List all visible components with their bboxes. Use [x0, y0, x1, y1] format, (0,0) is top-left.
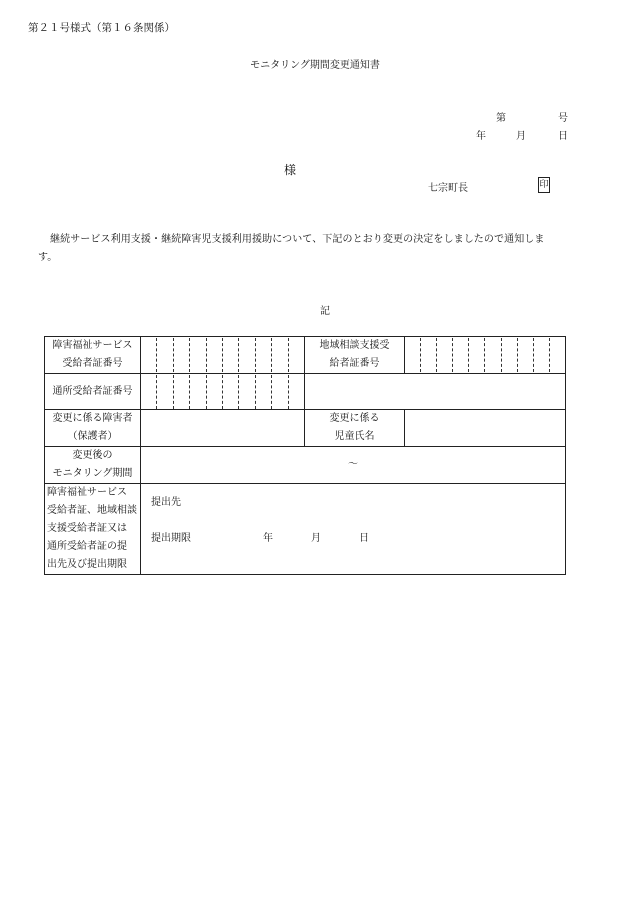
- day-service-cert-number-label: [45, 374, 141, 410]
- person-field[interactable]: [141, 410, 305, 447]
- label-line: 通所受給者証番号: [52, 385, 133, 397]
- day-service-cert-number-boxes[interactable]: [141, 374, 305, 410]
- label-line: （保護者）: [67, 431, 118, 442]
- table-row: [45, 374, 566, 410]
- doc-number-suffix: 号: [558, 113, 568, 124]
- label-line: 支援受給者証又は: [47, 523, 127, 534]
- notice-body: 継続サービス利用支援・継続障害児支援利用援助について、下記のとおり変更の決定をしましたので通知します。: [38, 234, 545, 263]
- ki-heading: 記: [320, 306, 330, 317]
- label-line: 変更後の: [72, 450, 113, 461]
- submission-field[interactable]: [141, 484, 566, 575]
- table-row: [45, 447, 566, 484]
- deadline-month: 月: [311, 533, 321, 544]
- date-month: 月: [516, 131, 526, 142]
- table-row: [45, 337, 566, 374]
- date-year: 年: [476, 131, 486, 142]
- table-row: [45, 484, 566, 575]
- addressee-honorific: 様: [284, 163, 297, 177]
- child-name-label: [305, 410, 405, 447]
- label-line: 受給者証、地域相談: [47, 505, 137, 516]
- empty-cell: [305, 374, 566, 410]
- seal-stamp: 印: [538, 177, 550, 193]
- monitoring-period-value[interactable]: [141, 447, 566, 484]
- label-line: 通所受給者証の提: [47, 541, 127, 552]
- label-line: 給者証番号: [329, 358, 380, 369]
- label-line: 障害福祉サービス: [52, 340, 133, 351]
- submit-to-label: 提出先: [151, 497, 181, 508]
- label-line: 変更に係る: [329, 413, 380, 424]
- label-line: 障害福祉サービス: [47, 487, 127, 498]
- document-title: モニタリング期間変更通知書: [250, 60, 380, 71]
- label-line: 児童氏名: [334, 431, 375, 442]
- regional-cert-number-boxes[interactable]: [405, 337, 566, 374]
- label-line: 出先及び提出期限: [47, 559, 127, 570]
- label-line: 地域相談支援受: [319, 340, 390, 351]
- deadline-year: 年: [263, 533, 273, 544]
- service-cert-number-boxes[interactable]: [141, 337, 305, 374]
- deadline-line: [141, 530, 565, 548]
- form-number: 第２１号様式（第１６条関係）: [28, 22, 175, 34]
- child-name-field[interactable]: [405, 410, 566, 447]
- date-day: 日: [558, 131, 568, 142]
- details-table: [44, 336, 566, 575]
- label-line: モニタリング期間: [52, 468, 133, 479]
- issuer-name: 七宗町長: [428, 183, 468, 194]
- person-label: [45, 410, 141, 447]
- doc-number-prefix: 第: [496, 113, 506, 124]
- monitoring-period-label: [45, 447, 141, 484]
- service-cert-number-label: [45, 337, 141, 374]
- period-tilde: ～: [348, 459, 358, 470]
- submission-label: [45, 484, 141, 575]
- deadline-label: 提出期限: [151, 533, 191, 544]
- regional-cert-number-label: [305, 337, 405, 374]
- deadline-day: 日: [359, 533, 369, 544]
- table-row: [45, 410, 566, 447]
- submit-to-line: [141, 494, 565, 512]
- label-line: 受給者証番号: [62, 358, 123, 369]
- label-line: 変更に係る障害者: [52, 413, 133, 424]
